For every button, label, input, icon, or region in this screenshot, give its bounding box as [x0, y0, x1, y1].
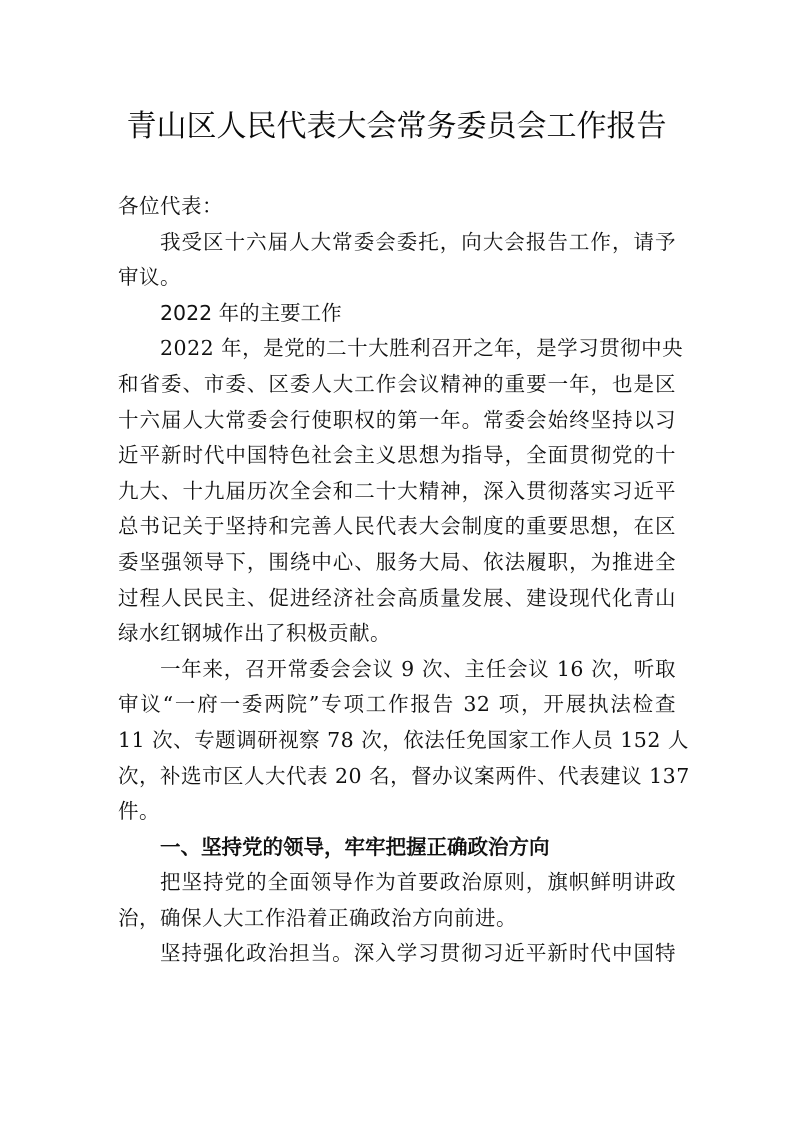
paragraph-line: 2022 年，是党的二十大胜利召开之年，是学习贯彻中央	[160, 336, 684, 361]
paragraph-line: 总书记关于坚持和完善人民代表大会制度的重要思想，在区	[118, 514, 676, 539]
paragraph-line: 绿水红钢城作出了积极贡献。	[118, 621, 391, 646]
paragraph-line: 坚持强化政治担当。深入学习贯彻习近平新时代中国特	[160, 941, 676, 966]
paragraph-overview	[118, 331, 684, 651]
document-title: 青山区人民代表大会常务委员会工作报告	[126, 109, 667, 144]
paragraph-line: 九大、十九届历次全会和二十大精神，深入贯彻落实习近平	[118, 478, 676, 503]
paragraph-line: 审议“一府一委两院”专项工作报告 32 项，开展执法检查	[118, 692, 676, 717]
paragraph-line: 次，补选市区人大代表 20 名，督办议案两件、代表建议 137	[118, 763, 690, 788]
document-body	[118, 189, 690, 972]
paragraph-line: 我受区十六届人大常委会委托，向大会报告工作，请予	[160, 229, 676, 254]
paragraph-line: 件。	[118, 799, 160, 824]
section-heading-1: 一、坚持党的领导，牢牢把握正确政治方向	[160, 834, 550, 859]
paragraph-line: 近平新时代中国特色社会主义思想为指导，全面贯彻党的十	[118, 443, 676, 468]
paragraph-party-leadership	[118, 865, 676, 936]
paragraph-line: 把坚持党的全面领导作为首要政治原则，旗帜鲜明讲政	[160, 870, 676, 895]
paragraph-line: 一年来，召开常委会会议 9 次、主任会议 16 次，听取	[160, 656, 676, 681]
paragraph-line: 审议。	[118, 265, 181, 290]
paragraph-line: 过程人民民主、促进经济社会高质量发展、建设现代化青山	[118, 585, 676, 610]
paragraph-line: 委坚强领导下，围绕中心、服务大局、依法履职，为推进全	[118, 549, 676, 574]
paragraph-line: 治，确保人大工作沿着正确政治方向前进。	[118, 905, 517, 930]
paragraph-line: 十六届人大常委会行使职权的第一年。常委会始终坚持以习	[118, 407, 676, 432]
salutation: 各位代表：	[118, 194, 223, 218]
paragraph-line: 和省委、市委、区委人大工作会议精神的重要一年，也是区	[118, 371, 676, 396]
paragraph-line: 11 次、专题调研视察 78 次，依法任免国家工作人员 152 人	[118, 727, 689, 752]
paragraph-political-responsibility	[118, 936, 676, 972]
section-heading-2022: 2022 年的主要工作	[160, 300, 342, 325]
paragraph-statistics	[118, 652, 690, 830]
paragraph-intro	[118, 225, 676, 296]
